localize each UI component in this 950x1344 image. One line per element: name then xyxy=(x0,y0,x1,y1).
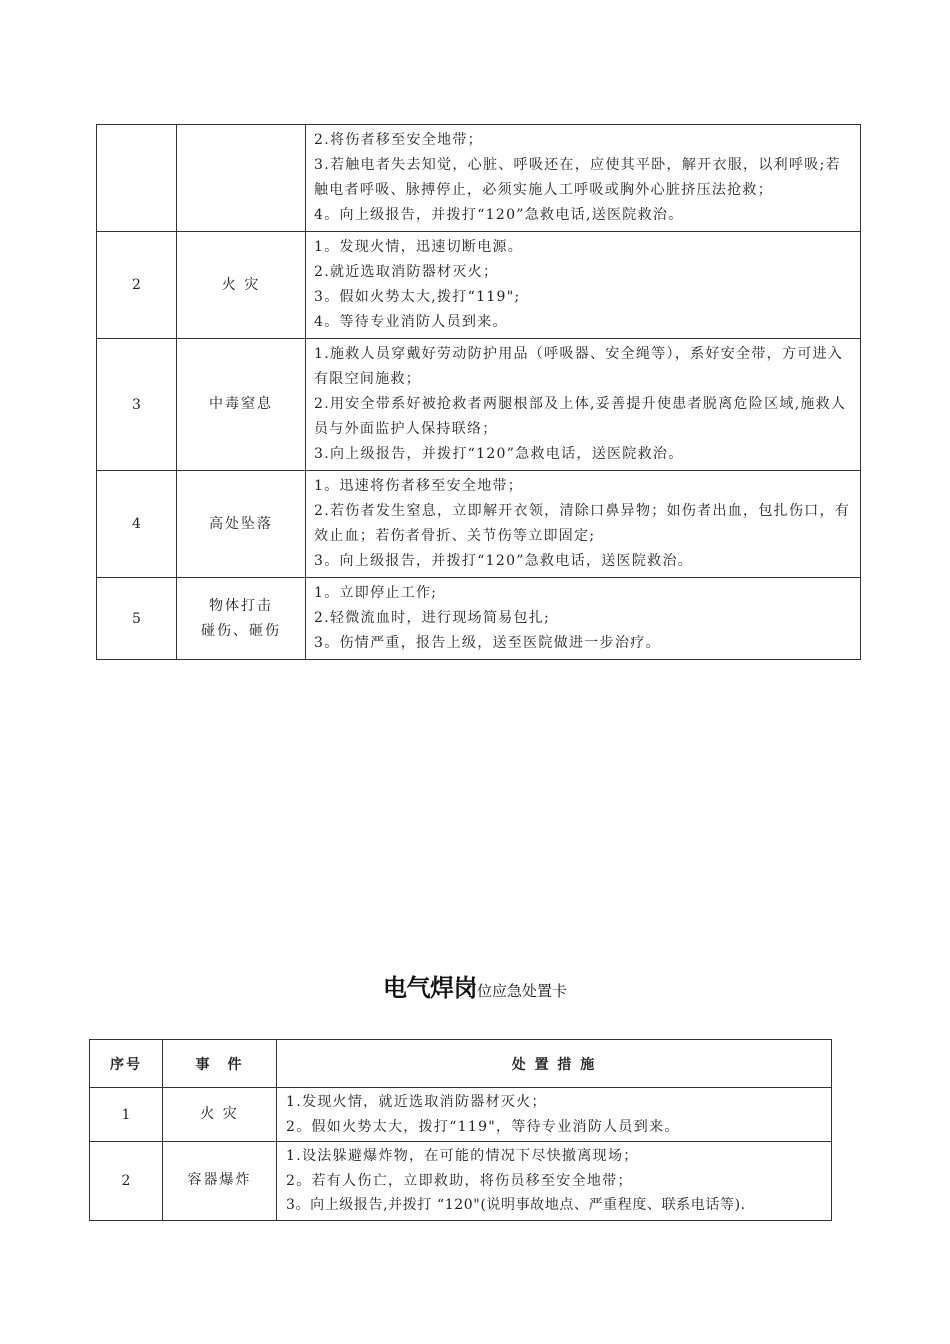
row-measures xyxy=(306,578,861,660)
row-number: 1 xyxy=(90,1088,163,1142)
measure-line: 2。若有人伤亡，立即救助，将伤员移至安全地带； xyxy=(286,1172,633,1189)
measure-line: 1。迅速将伤者移至安全地带； xyxy=(314,478,524,494)
row-measures xyxy=(306,339,861,471)
table-row xyxy=(90,1142,832,1221)
measure-line: 1。立即停止工作; xyxy=(314,585,438,601)
event-label: 火 灾 xyxy=(221,276,261,293)
row-event xyxy=(177,578,306,660)
measure-line: 2.轻微流血时，进行现场简易包扎; xyxy=(314,610,551,626)
measure-line: 2.就近选取消防器材灭火； xyxy=(314,264,499,280)
row-event xyxy=(177,232,306,339)
header-number: 序号 xyxy=(90,1040,163,1088)
row-number xyxy=(97,125,177,232)
table-row xyxy=(90,1088,832,1142)
table-header-row xyxy=(90,1040,832,1088)
event-label: 火 灾 xyxy=(200,1106,239,1122)
table-row xyxy=(97,339,861,471)
measure-line: 1.设法躲避爆炸物，在可能的情况下尽快撤离现场； xyxy=(286,1148,639,1164)
table-row xyxy=(97,578,861,660)
event-label: 物体打击 xyxy=(209,597,273,614)
row-event xyxy=(163,1088,277,1142)
table-row xyxy=(97,125,861,232)
measure-line: 3。假如火势太大,拨打“119"; xyxy=(314,289,521,305)
measure-line: 2.若伤者发生窒息，立即解开衣领，清除口鼻异物；如伤者出血，包扎伤口，有效止血；若伤者骨折、关节伤等立即固定; xyxy=(314,503,851,544)
measure-line: 3。向上级报告,并拨打 “120"(说明事故地点、严重程度、联系电话等). xyxy=(286,1197,746,1213)
row-event xyxy=(177,125,306,232)
row-measures xyxy=(306,471,861,578)
title-bold-part: 电气焊岗 xyxy=(382,974,477,1002)
section-title xyxy=(0,968,950,1003)
row-measures xyxy=(306,125,861,232)
row-event xyxy=(177,471,306,578)
measure-line: 1.发现火情，就近选取消防器材灭火； xyxy=(286,1094,547,1110)
measure-line: 2。假如火势太大，拨打“119"，等待专业消防人员到来。 xyxy=(286,1118,680,1135)
row-number: 2 xyxy=(97,232,177,339)
row-event xyxy=(177,339,306,471)
event-label: 容器爆炸 xyxy=(187,1172,252,1189)
measure-line: 4。等待专业消防人员到来。 xyxy=(314,314,508,330)
measure-line: 2.将伤者移至安全地带； xyxy=(314,132,483,148)
title-normal-part: 位应急处置卡 xyxy=(476,982,567,1000)
table-row xyxy=(97,471,861,578)
welding-emergency-table xyxy=(89,1039,832,1221)
row-number: 3 xyxy=(97,339,177,471)
measure-line: 1。发现火情，迅速切断电源。 xyxy=(314,239,524,255)
row-measures xyxy=(306,232,861,339)
table-row xyxy=(97,232,861,339)
measure-line: 3.若触电者失去知觉，心脏、呼吸还在，应使其平卧，解开衣服，以利呼吸;若触电者呼吸、脉搏停止，必须实施人工呼吸或胸外心脏挤压法抢救； xyxy=(314,157,841,198)
event-label: 碰伤、砸伤 xyxy=(201,622,281,639)
row-number: 2 xyxy=(90,1142,163,1221)
measure-line: 3。伤情严重，报告上级，送至医院做进一步治疗。 xyxy=(314,635,661,651)
measure-line: 3。向上级报告，并拨打“120”急救电话，送医院救治。 xyxy=(314,553,694,569)
emergency-table-continued xyxy=(96,124,861,660)
event-label: 高处坠落 xyxy=(209,515,273,532)
header-measures: 处 置 措 施 xyxy=(277,1040,832,1088)
row-event xyxy=(163,1142,277,1221)
measure-line: 3.向上级报告，并拨打“120”急救电话，送医院救治。 xyxy=(314,446,684,462)
row-measures xyxy=(277,1088,832,1142)
row-number: 4 xyxy=(97,471,177,578)
row-number: 5 xyxy=(97,578,177,660)
event-label: 中毒窒息 xyxy=(209,396,273,412)
header-event: 事 件 xyxy=(163,1040,277,1088)
measure-line: 1.施救人员穿戴好劳动防护用品（呼吸器、安全绳等），系好安全带，方可进入有限空间施救； xyxy=(314,346,844,387)
measure-line: 4。向上级报告，并拨打“120”急救电话,送医院救治。 xyxy=(314,207,684,223)
measure-line: 2.用安全带系好被抢救者两腿根部及上体,妥善提升使患者脱离危险区域,施救人员与外面监护人保持联络； xyxy=(314,396,847,437)
row-measures xyxy=(277,1142,832,1221)
